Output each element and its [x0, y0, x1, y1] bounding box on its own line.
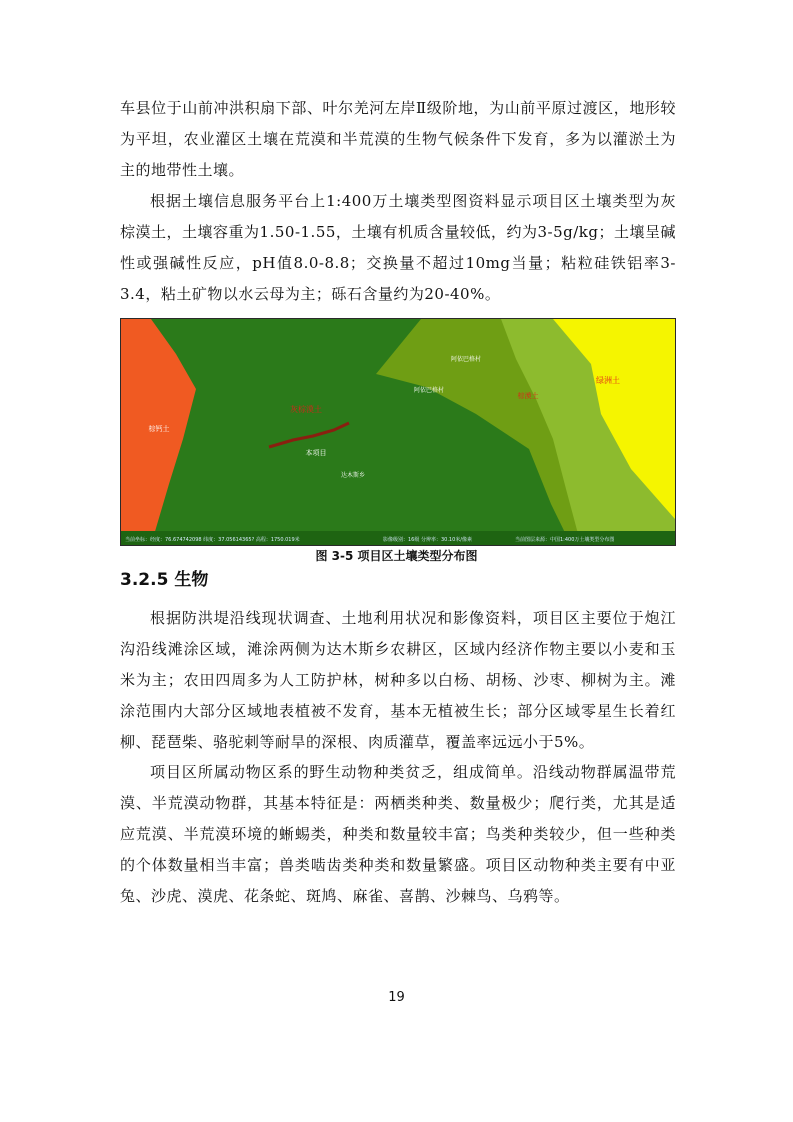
- section-title: 生物: [174, 570, 209, 590]
- map-label-meadow: 绿洲土: [596, 376, 620, 385]
- animals-paragraph: 项目区所属动物区系的野生动物种类贫乏，组成简单。沿线动物群属温带荒漠、半荒漠动物群，其基本特征是：两栖类种类、数量极少；爬行类，尤其是适应荒漠、半荒漠环境的蜥蜴类，种类和数量较丰富；鸟类种类较少，但一些种类的个体数量相当丰富；兽类啮齿类种类和数量繁盛。项目区动物种类主要有中亚兔、沙虎、漠虎、花条蛇、斑鸠、麻雀、喜鹊、沙棘鸟、乌鸦等。: [120, 763, 676, 905]
- soil-type-paragraph: 根据土壤信息服务平台上1:400万土壤类型图资料显示项目区土壤类型为灰棕漠土，土壤容重为1.50-1.55，土壤有机质含量较低，约为3-5g/kg；土壤呈碱性或强碱性反应，pH值8.0-8.8；交换量不超过10mg当量；粘粒硅铁铝率3-3.4，粘土矿物以水云母为主；砾石含量约为20-40%。: [120, 192, 676, 303]
- vegetation-paragraph: 根据防洪堤沿线现状调查、土地利用状况和影像资料，项目区主要位于炮江沟沿线滩涂区域，滩涂两侧为达木斯乡农耕区，区域内经济作物主要以小麦和玉米为主；农田四周多为人工防护林，树种多以白杨、胡杨、沙枣、柳树为主。滩涂范围内大部分区域地表植被不发育，基本无植被生长；部分区域零星生长着红柳、琵琶柴、骆驼刺等耐旱的深根、肉质灌草，覆盖率远远小于5%。: [120, 609, 676, 751]
- status-coordinates: 当前坐标：经度：76.674742098 纬度：37.05614365? 高程：1750.019米: [125, 537, 300, 543]
- soil-intro-paragraph: 车县位于山前冲洪积扇下部、叶尔羌河左岸Ⅱ级阶地，为山前平原过渡区，地形较为平坦，农业灌区土壤在荒漠和半荒漠的生物气候条件下发育，多为以灌淤土为主的地带性土壤。: [120, 99, 676, 179]
- map-label-village-2: 阿依巴格村: [413, 387, 445, 394]
- section-heading: [120, 568, 208, 592]
- status-source: 当前图层来源：中国1:400万土壤类型分布图: [515, 537, 615, 543]
- status-scale: 影像级别：16级 分辨率：30.10米/像素: [383, 537, 472, 543]
- map-label-village-1: 阿依巴格村: [450, 356, 482, 363]
- figure-caption: 图 3-5 项目区土壤类型分布图: [315, 549, 478, 563]
- map-label-gray-brown: 灰棕漠土: [290, 405, 322, 414]
- map-label-brown-desert: 棕漠土: [517, 392, 539, 400]
- soil-type-map: [120, 318, 676, 546]
- map-label-red-zone: 棕钙土: [148, 425, 170, 433]
- map-label-project: 本项目: [305, 449, 327, 457]
- page-number: 19: [388, 990, 405, 1005]
- section-number: 3.2.5: [120, 570, 169, 590]
- map-label-township: 达木斯乡: [340, 472, 366, 479]
